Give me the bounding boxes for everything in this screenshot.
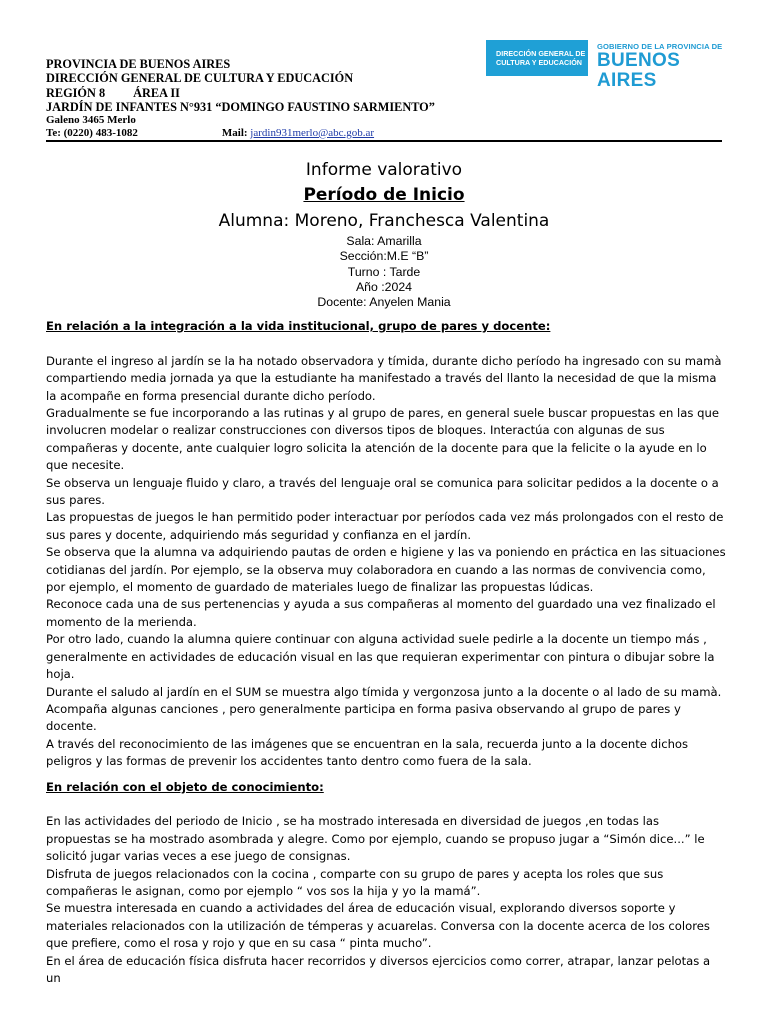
dgce-logo-line1: DIRECCIÓN GENERAL DE — [496, 49, 586, 58]
email-link[interactable]: jardin931merlo@abc.gob.ar — [250, 126, 375, 139]
turno-info: Turno : Tarde — [347, 264, 421, 279]
docente-info: Docente: Anyelen Mania — [317, 295, 451, 310]
letterhead-region-area — [46, 86, 476, 100]
anio-info: Año :2024 — [355, 279, 413, 294]
paragraph: Durante el ingreso al jardín se la ha notado observadora y tímida, durante dicho período ha ingresado con su mamà compartiendo media jornada ya que la estudiante ha manifestado a través del llanto la necesidad de que la misma la acompañe en forma presencial durante dicho período. — [46, 353, 722, 403]
paragraph: Durante el saludo al jardín en el SUM se muestra algo tímida y vergonzosa junto a la docente o al lado de su mamà. Acompaña algunas canciones , pero generalmente participa en forma pasiva observando al grupo de pares y docente. — [46, 684, 722, 734]
title-block — [0, 158, 768, 310]
letterhead-province: PROVINCIA DE BUENOS AIRES — [46, 57, 231, 71]
seccion-info: Sección:M.E “B” — [339, 249, 429, 264]
letterhead-contact — [46, 127, 476, 140]
report-body — [46, 318, 726, 987]
document-title: Informe valorativo — [305, 160, 463, 180]
mail-label: Mail: — [221, 126, 248, 139]
letterhead-area: ÁREA II — [133, 85, 180, 100]
paragraph: Se muestra interesada en cuando a actividades del área de educación visual, explorando diversos soporte y materiales relacionados con la utilización de témperas y acuarelas. Conversa con la docente acerca de los colores que prefiere, como el rosa y rojo y que en su casa “ pinta mucho”. — [46, 901, 710, 951]
gba-logo — [597, 42, 727, 91]
paragraph: Disfruta de juegos relacionados con la cocina , comparte con su grupo de pares y acepta los roles que sus compañeras le asignan, como por ejemplo “ vos sos la hija y yo la mamá”. — [46, 866, 664, 898]
paragraph: Se observa un lenguaje fluido y claro, a través del lenguaje oral se comunica para solicitar pedidos a la docente o a sus pares. — [46, 475, 719, 508]
letterhead-school-name: JARDÍN DE INFANTES N°931 “DOMINGO FAUSTINO SARMIENTO” — [46, 99, 435, 114]
letterhead-direction: DIRECCIÓN GENERAL DE CULTURA Y EDUCACIÓN — [46, 71, 354, 86]
sala-info: Sala: Amarilla — [346, 234, 422, 248]
paragraph: Gradualmente se fue incorporando a las rutinas y al grupo de pares, en general suele buscar propuestas en las que involucren modelar o realizar construcciones con diversos tipos de bloques. Interactúa con algunas de sus compañeras y docente, ante cualquier logro solicita la atención de la docente para que la felicite o la ayude en lo que necesite. — [46, 406, 719, 473]
period-title: Período de Inicio — [303, 185, 465, 205]
dgce-logo — [486, 40, 588, 76]
gba-logo-main: BUENOS AIRES — [597, 50, 681, 91]
paragraph: Por otro lado, cuando la alumna quiere continuar con alguna actividad suele pedirle a la docente un tiempo más , generalmente en actividades de educación visual en las que requieran experimentar con pintura o dibujar sobre la hoja. — [46, 632, 715, 682]
paragraph: Las propuestas de juegos le han permitido poder interactuar por períodos cada vez más prolongados con el resto de sus pares y docente, adquiriendo más seguridad y confianza en el jardín. — [46, 510, 724, 542]
student-name: Alumna: Moreno, Franchesca Valentina — [218, 211, 550, 231]
paragraph: En las actividades del periodo de Inicio , se ha mostrado interesada en diversidad de juegos ,en todas las propuestas se ha mostrado asombrada y alegre. Como por ejemplo, cuando se propuso jugar a “Simón dice...” le solicitó jugar varias veces a ese juego de consignas. — [46, 814, 705, 864]
section-heading-knowledge: En relación con el objeto de conocimiento: — [46, 779, 324, 794]
letterhead-region: REGIÓN 8 — [46, 85, 106, 100]
paragraph: A través del reconocimiento de las imágenes que se encuentran en la sala, recuerda junto a la docente dichos peligros y las formas de prevenir los accidentes tanto dentro como fuera de la sala. — [46, 736, 689, 769]
header-divider — [46, 140, 722, 142]
paragraph: Se observa que la alumna va adquiriendo pautas de orden e higiene y las va poniendo en práctica en las situaciones cotidianas del jardín. Por ejemplo, se la observa muy colaboradora en cuando a las normas de convivencia como, por ejemplo, el momento de guardado de materiales luego de finalizar las propuestas lúdicas. — [46, 545, 726, 595]
paragraph: Reconoce cada una de sus pertenencias y ayuda a sus compañeras al momento del guardado una vez finalizado el momento de la merienda. — [46, 597, 716, 629]
section-heading-integration: En relación a la integración a la vida institucional, grupo de pares y docente: — [46, 319, 551, 333]
gba-logo-top: GOBIERNO DE LA PROVINCIA DE — [597, 42, 723, 51]
dgce-logo-line2: CULTURA Y EDUCACIÓN — [496, 58, 582, 67]
letterhead — [46, 57, 476, 139]
letterhead-address: Galeno 3465 Merlo — [46, 114, 136, 127]
letterhead-phone: Te: (0220) 483-1082 — [46, 126, 138, 139]
paragraph: En el área de educación física disfruta hacer recorridos y diversos ejercicios como correr, atrapar, lanzar pelotas a un — [46, 953, 711, 985]
